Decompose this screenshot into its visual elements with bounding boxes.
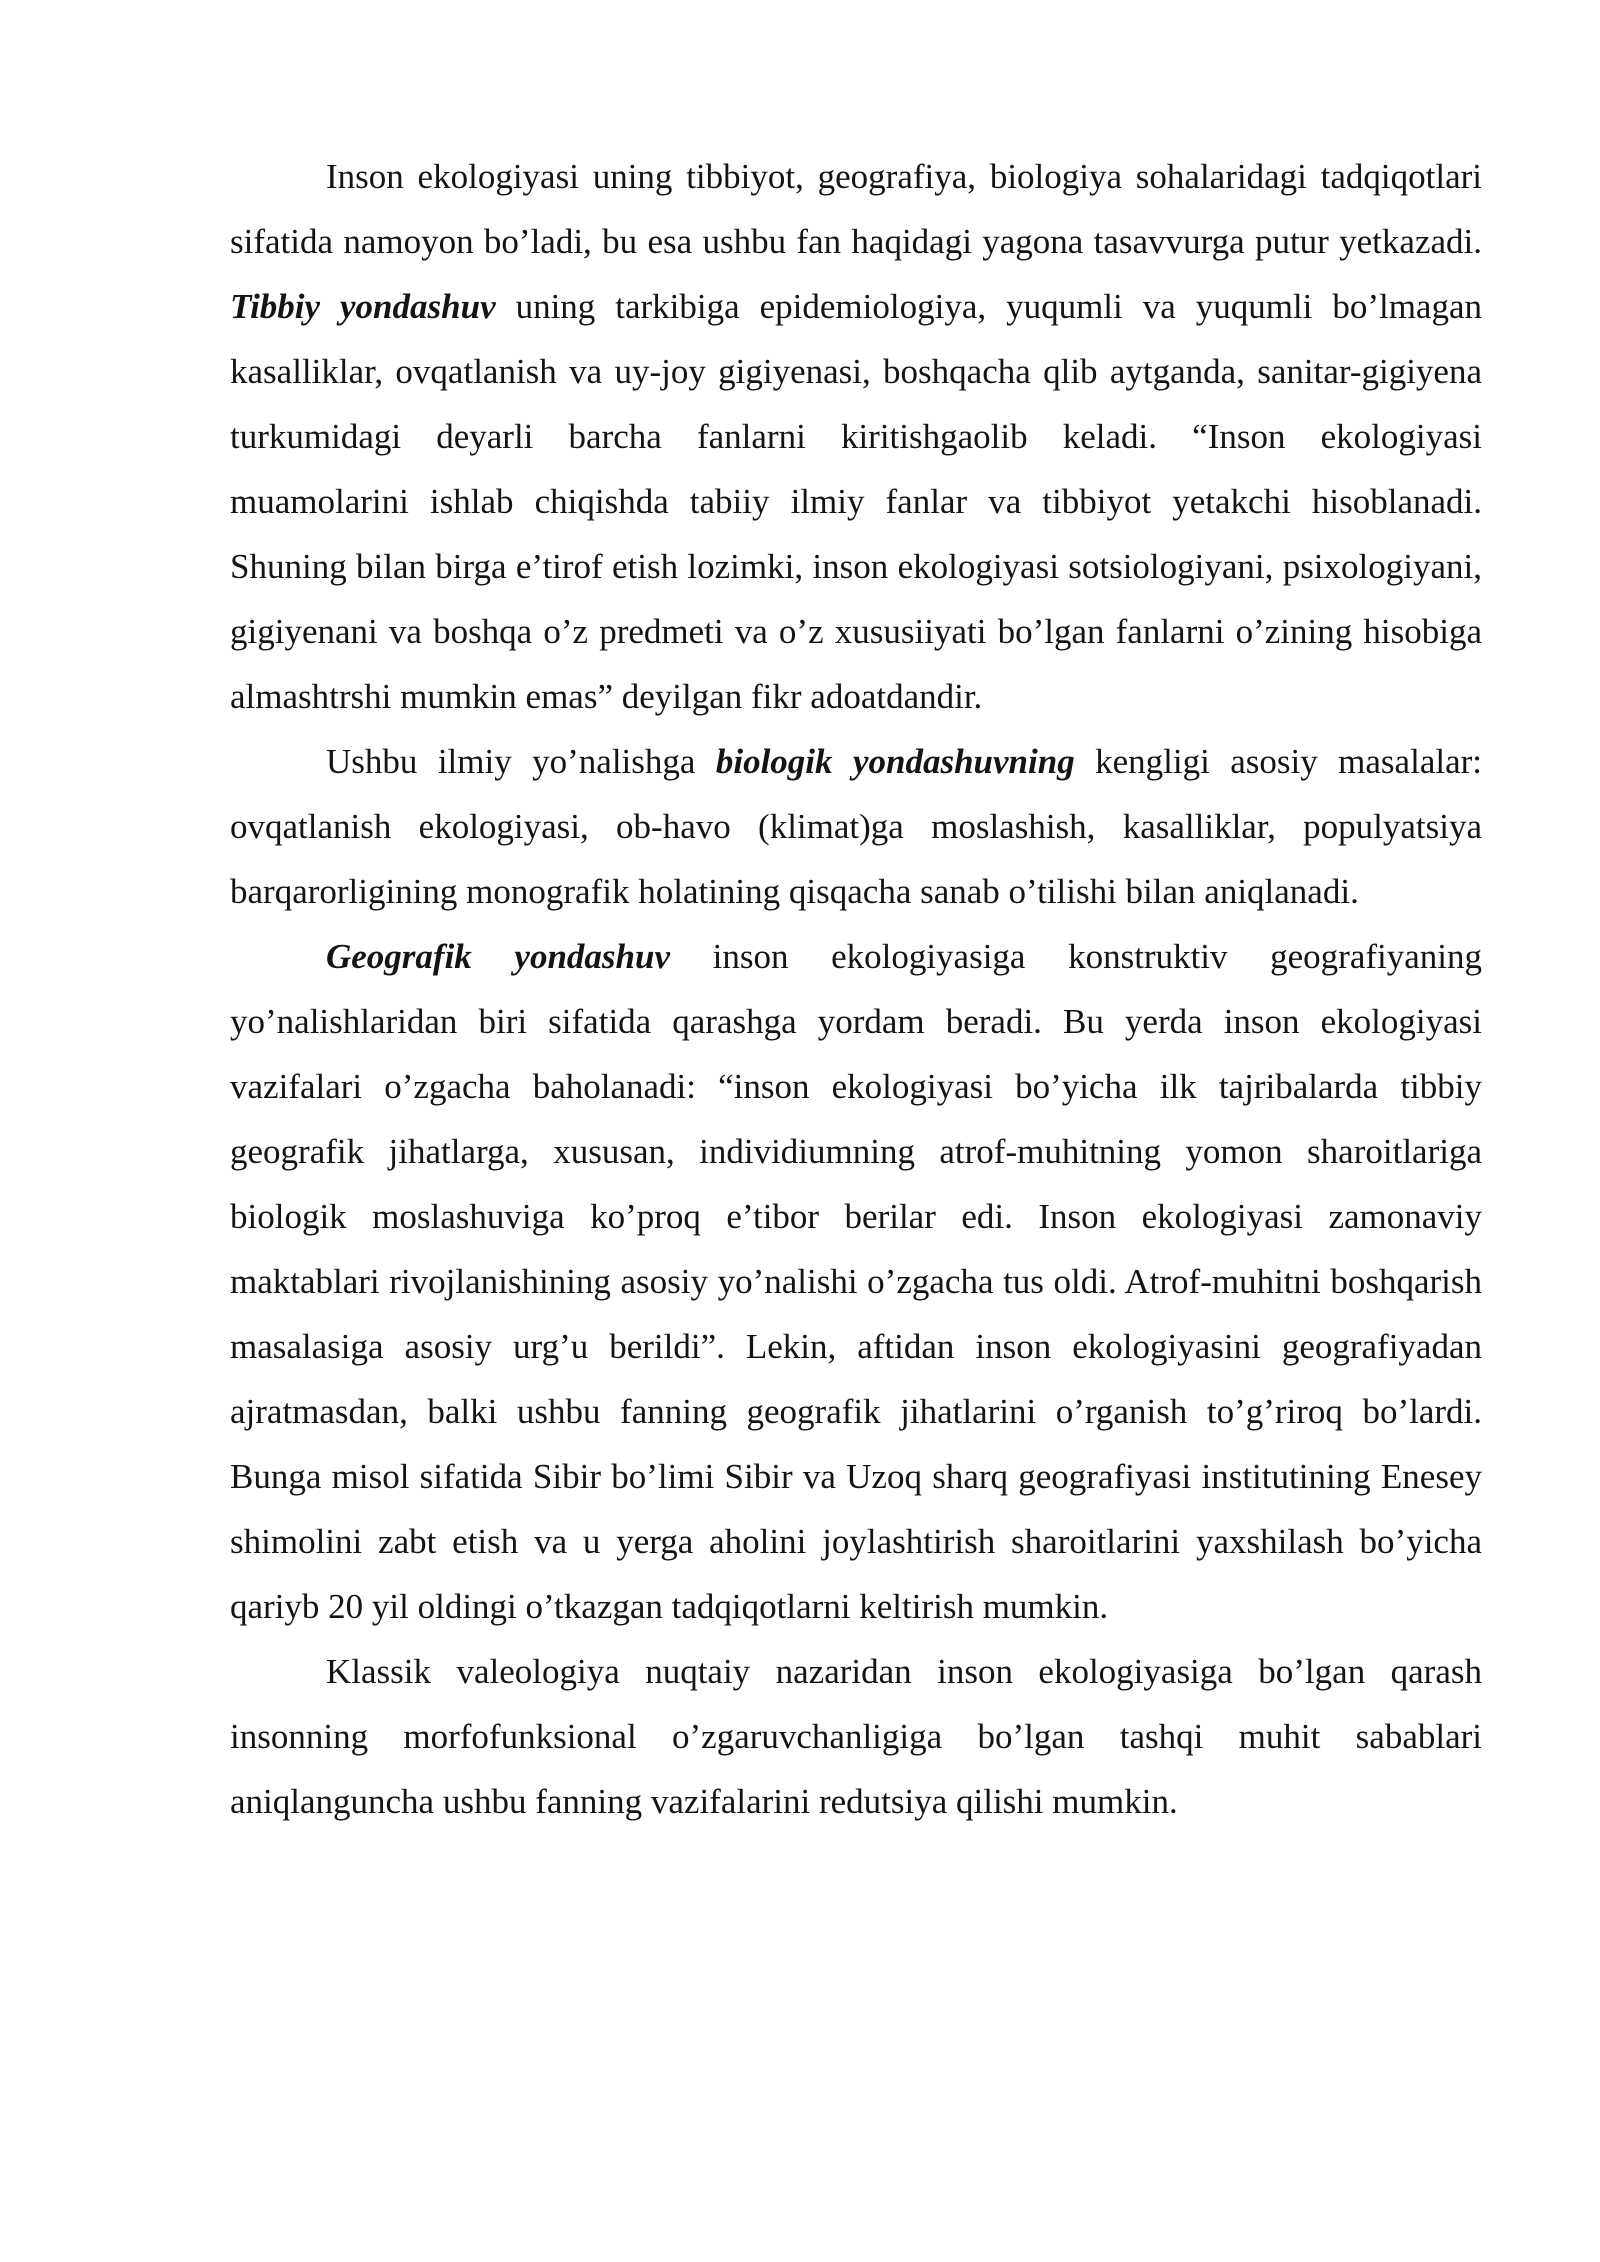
paragraph-geographic-approach [230, 924, 1482, 1639]
paragraph-text: uning tarkibiga epidemiologiya, yuqumli va yuqumli bo’lmagan kasalliklar, ovqatlanish va uy-joy gigiyenasi, boshqacha qlib aytganda, sanitar-gigiyena turkumidagi deyarli barcha fanlarni kiritishgaolib keladi. “Inson ekologiyasi muamolarini ishlab chiqishda tabiiy ilmiy fanlar va tibbiyot yetakchi hisoblanadi. Shuning bilan birga e’tirof etish lozimki, inson ekologiyasi sotsiologiyani, psixologiyani, gigiyenani va boshqa o’z predmeti va o’z xususiiyati bo’lgan fanlarni o’zining hisobiga almashtrshi mumkin emas” deyilgan fikr adoatdandir. [230, 287, 1482, 716]
paragraph-text: kengligi asosiy masalalar: ovqatlanish ekologiyasi, ob-havo (klimat)ga moslashish, kasalliklar, populyatsiya barqarorligining monografik holatining qisqacha sanab o’tilishi bilan aniqlanadi. [230, 742, 1482, 911]
paragraph-biological-approach [230, 729, 1482, 924]
paragraph-medical-approach [230, 144, 1482, 729]
paragraph-text: inson ekologiyasiga konstruktiv geografiyaning yo’nalishlaridan biri sifatida qarashga yordam beradi. Bu yerda inson ekologiyasi vazifalari o’zgacha baholanadi: “inson ekologiyasi bo’yicha ilk tajribalarda tibbiy geografik jihatlarga, xususan, individiumning atrof-muhitning yomon sharoitlariga biologik moslashuviga ko’proq e’tibor berilar edi. Inson ekologiyasi zamonaviy maktablari rivojlanishining asosiy yo’nalishi o’zgacha tus oldi. Atrof-muhitni boshqarish masalasiga asosiy urg’u berildi”. Lekin, aftidan inson ekologiyasini geografiyadan ajratmasdan, balki ushbu fanning geografik jihatlarini o’rganish to’g’riroq bo’lardi. Bunga misol sifatida Sibir bo’limi Sibir va Uzoq sharq geografiyasi institutining Enesey shimolini zabt etish va u yerga aholini joylashtirish sharoitlarini yaxshilash bo’yicha qariyb 20 yil oldingi o’tkazgan tadqiqotlarni keltirish mumkin. [230, 937, 1482, 1626]
term-biological-approach: biologik yondashuvning [715, 742, 1075, 781]
term-medical-approach: Tibbiy yondashuv [230, 287, 496, 326]
paragraph-valeology [230, 1639, 1482, 1834]
paragraph-text: Inson ekologiyasi uning tibbiyot, geografiya, biologiya sohalaridagi tadqiqotlari sifatida namoyon bo’ladi, bu esa ushbu fan haqidagi yagona tasavvurga putur yetkazadi. [230, 157, 1482, 261]
paragraph-text: Ushbu ilmiy yo’nalishga [326, 742, 716, 781]
paragraph-text: Klassik valeologiya nuqtaiy nazaridan inson ekologiyasiga bo’lgan qarash insonning morfofunksional o’zgaruvchanligiga bo’lgan tashqi muhit sabablari aniqlanguncha ushbu fanning vazifalarini redutsiya qilishi mumkin. [230, 1652, 1482, 1821]
term-geographic-approach: Geografik yondashuv [326, 937, 671, 976]
document-body [230, 144, 1482, 1834]
